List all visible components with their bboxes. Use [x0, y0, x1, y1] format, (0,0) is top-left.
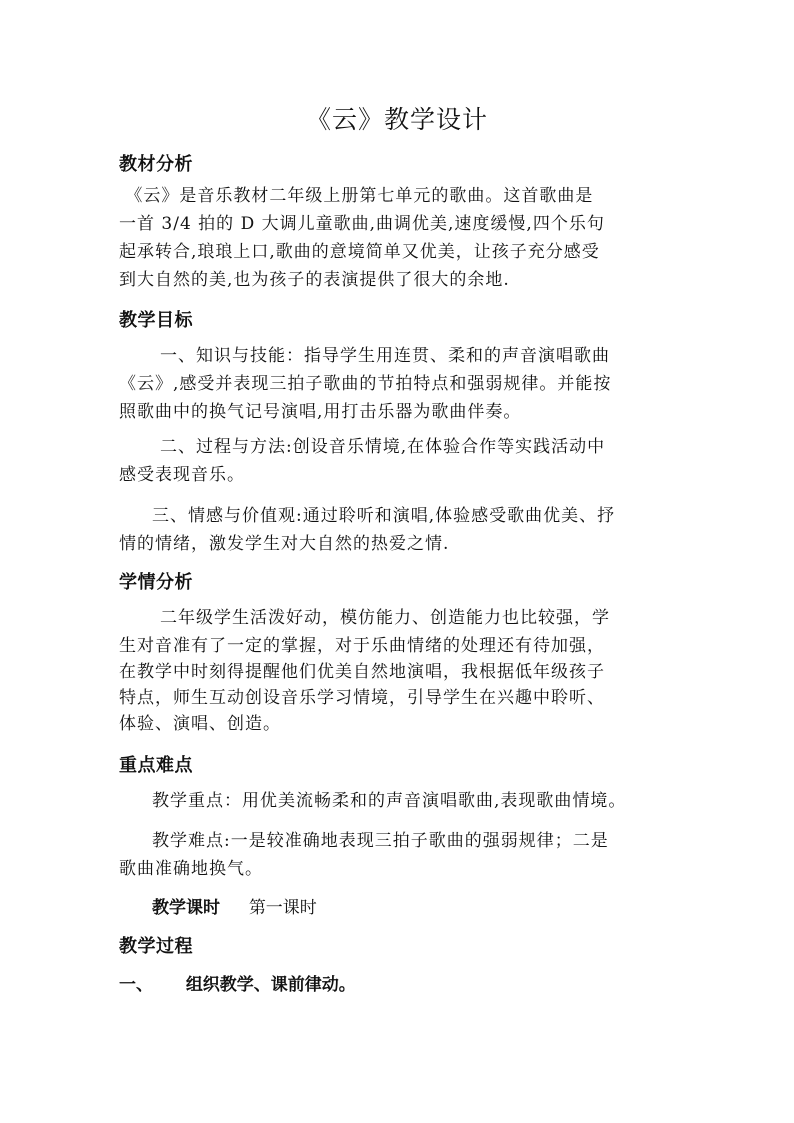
heading-key-points: 重点难点	[119, 755, 193, 776]
process-step-row	[119, 970, 356, 995]
paragraph-line: 情的情绪，激发学生对大自然的热爱之情.	[119, 534, 450, 554]
lesson-period-label: 教学课时	[152, 898, 220, 918]
paragraph-line: 体验、演唱、创造。	[119, 714, 281, 734]
lesson-period-value: 第一课时	[248, 898, 317, 918]
lesson-period-row	[152, 893, 317, 918]
heading-teaching-goals: 教学目标	[119, 310, 193, 331]
paragraph-line: 二年级学生活泼好动，模仿能力、创造能力也比较强，学	[160, 608, 610, 628]
paragraph-line: 生对音准有了一定的掌握，对于乐曲情绪的处理还有待加强，	[119, 636, 605, 656]
paragraph-line: 一首 3/4 拍的 D 大调儿童歌曲,曲调优美,速度缓慢,四个乐句	[119, 214, 605, 234]
document-title: 《云》教学设计	[305, 105, 488, 134]
paragraph-line: 教学重点：用优美流畅柔和的声音演唱歌曲,表现歌曲情境。	[152, 791, 627, 811]
heading-textbook-analysis: 教材分析	[119, 154, 193, 175]
process-step-number: 一、	[119, 975, 153, 995]
paragraph-line: 教学难点:一是较准确地表现三拍子歌曲的强弱规律；二是	[152, 831, 609, 851]
paragraph-line: 特点，师生互动创设音乐学习情境，引导学生在兴趣中聆听、	[119, 688, 605, 708]
paragraph-line: 《云》,感受并表现三拍子歌曲的节拍特点和强弱规律。并能按	[119, 374, 612, 394]
paragraph-line: 起承转合,琅琅上口,歌曲的意境简单又优美，让孩子充分感受	[119, 242, 600, 262]
paragraph-line: 在教学中时刻得提醒他们优美自然地演唱，我根据低年级孩子	[119, 662, 605, 682]
paragraph-line: 歌曲准确地换气。	[119, 859, 263, 879]
paragraph-line: 二、过程与方法:创设音乐情境,在体验合作等实践活动中	[160, 437, 606, 457]
paragraph-line: 照歌曲中的换气记号演唱,用打击乐器为歌曲伴奏。	[119, 402, 522, 422]
paragraph-line: 到大自然的美,也为孩子的表演提供了很大的余地.	[119, 270, 510, 290]
paragraph-line: 感受表现音乐。	[119, 465, 245, 485]
heading-teaching-process: 教学过程	[119, 936, 193, 957]
paragraph-line: 三、情感与价值观:通过聆听和演唱,体验感受歌曲优美、抒	[152, 506, 616, 526]
paragraph-line: 《云》是音乐教材二年级上册第七单元的歌曲。这首歌曲是	[119, 186, 594, 206]
paragraph-line: 一、知识与技能：指导学生用连贯、柔和的声音演唱歌曲	[160, 346, 610, 366]
process-step-text: 组织教学、课前律动。	[185, 975, 356, 995]
heading-student-analysis: 学情分析	[119, 572, 193, 593]
